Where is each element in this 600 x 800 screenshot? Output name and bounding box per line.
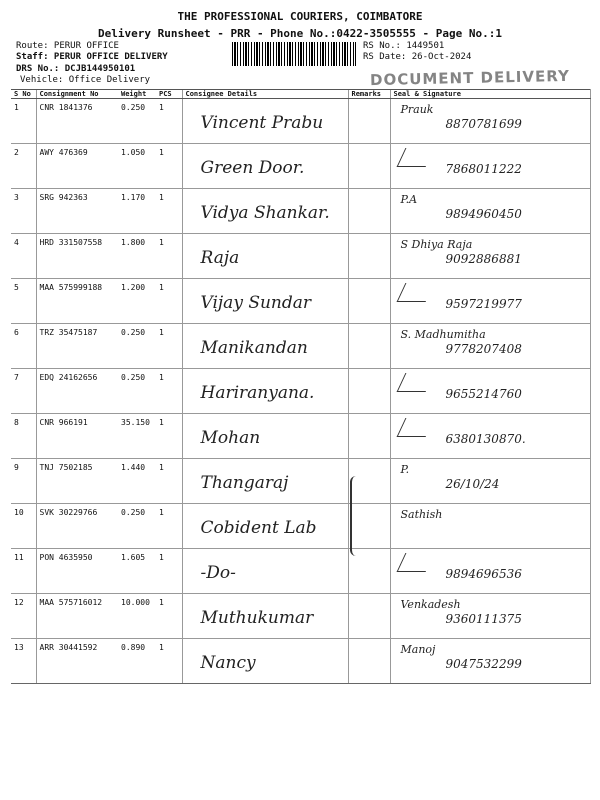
table-row	[11, 279, 590, 324]
consignment-no-cell: TRZ 35475187	[36, 324, 118, 369]
table-row	[11, 369, 590, 414]
signature-cell	[390, 324, 590, 369]
table-row	[11, 504, 590, 549]
sno-cell: 9	[11, 459, 36, 504]
consignment-no-cell: CNR 1841376	[36, 99, 118, 144]
pcs-cell: 1	[156, 234, 182, 279]
consignment-no-cell: PON 4635950	[36, 549, 118, 594]
sno-cell: 2	[11, 144, 36, 189]
consignee-handwriting: Thangaraj	[200, 473, 289, 493]
consignment-no-cell: SVK 30229766	[36, 504, 118, 549]
signature-scribble	[396, 373, 434, 392]
pcs-cell: 1	[156, 639, 182, 684]
signature-phone: 9894696536	[445, 567, 522, 581]
weight-cell: 1.050	[118, 144, 156, 189]
table-row	[11, 459, 590, 504]
remarks-cell	[348, 639, 390, 684]
remarks-cell	[348, 369, 390, 414]
weight-cell: 10.000	[118, 594, 156, 639]
sno-cell: 7	[11, 369, 36, 414]
pcs-cell: 1	[156, 549, 182, 594]
signature-phone: 6380130870.	[445, 432, 526, 446]
consignment-no-cell: HRD 331507558	[36, 234, 118, 279]
col-consignment-header: Consignment No	[36, 90, 118, 99]
signature-phone: 9092886881	[445, 252, 522, 266]
route-label: Route: PERUR OFFICE	[16, 41, 119, 51]
pcs-cell: 1	[156, 369, 182, 414]
sno-cell: 5	[11, 279, 36, 324]
signature-cell	[390, 189, 590, 234]
consignment-no-cell: SRG 942363	[36, 189, 118, 234]
pcs-cell: 1	[156, 144, 182, 189]
consignee-cell	[182, 504, 348, 549]
table-row	[11, 324, 590, 369]
signature-phone: 9047532299	[445, 657, 522, 671]
signature-scribble	[396, 418, 434, 437]
consignee-handwriting: Hariranyana.	[200, 383, 315, 403]
consignee-cell	[182, 369, 348, 414]
consignee-cell	[182, 234, 348, 279]
remarks-cell	[348, 99, 390, 144]
consignee-handwriting: Nancy	[200, 653, 256, 673]
sno-cell: 11	[11, 549, 36, 594]
col-weight-header: Weight	[118, 90, 156, 99]
pcs-cell: 1	[156, 99, 182, 144]
col-signature-header: Seal & Signature	[390, 90, 590, 99]
remarks-cell	[348, 234, 390, 279]
consignee-cell	[182, 144, 348, 189]
signature-name: P.	[400, 463, 410, 476]
consignee-handwriting: Manikandan	[200, 338, 308, 358]
signature-name: S Dhiya Raja	[400, 238, 473, 251]
table-row	[11, 234, 590, 279]
signature-name: S. Madhumitha	[400, 328, 486, 341]
signature-phone: 7868011222	[445, 162, 522, 176]
pcs-cell: 1	[156, 414, 182, 459]
signature-scribble	[396, 283, 434, 302]
pcs-cell: 1	[156, 504, 182, 549]
pcs-cell: 1	[156, 324, 182, 369]
weight-cell: 1.800	[118, 234, 156, 279]
sno-cell: 10	[11, 504, 36, 549]
remarks-cell	[348, 189, 390, 234]
vehicle-label: Vehicle: Office Delivery	[20, 75, 151, 85]
consignee-handwriting: Muthukumar	[200, 608, 314, 628]
consignee-handwriting: Vincent Prabu	[200, 113, 324, 133]
sno-cell: 6	[11, 324, 36, 369]
table-row	[11, 639, 590, 684]
weight-cell: 1.200	[118, 279, 156, 324]
table-row	[11, 414, 590, 459]
consignment-no-cell: EDQ 24162656	[36, 369, 118, 414]
signature-cell	[390, 414, 590, 459]
consignee-cell	[182, 639, 348, 684]
sno-cell: 8	[11, 414, 36, 459]
table-header-row	[11, 90, 590, 99]
table-row	[11, 594, 590, 639]
consignment-no-cell: TNJ 7502185	[36, 459, 118, 504]
signature-cell	[390, 144, 590, 189]
consignee-handwriting: -Do-	[200, 563, 236, 583]
remarks-cell	[348, 144, 390, 189]
signature-cell	[390, 99, 590, 144]
remarks-cell	[348, 414, 390, 459]
table-row	[11, 189, 590, 234]
consignment-no-cell: MAA 575999188	[36, 279, 118, 324]
table-row	[11, 99, 590, 144]
consignee-cell	[182, 594, 348, 639]
signature-phone: 9360111375	[445, 612, 522, 626]
signature-name: P.A	[400, 193, 418, 206]
drs-label: DRS No.: DCJB144950101	[16, 64, 136, 74]
pcs-cell: 1	[156, 459, 182, 504]
table-body	[11, 99, 590, 684]
signature-name: Manoj	[400, 643, 436, 656]
col-consignee-header: Consignee Details	[182, 90, 348, 99]
signature-scribble	[396, 148, 434, 167]
signature-cell	[390, 279, 590, 324]
remarks-cell	[348, 594, 390, 639]
consignee-handwriting: Green Door.	[200, 158, 305, 178]
rs-no-label: RS No.: 1449501	[363, 41, 445, 51]
rs-date-label: RS Date: 26-Oct-2024	[363, 52, 472, 62]
signature-phone: 8870781699	[445, 117, 522, 131]
handwritten-brace-mark	[350, 476, 362, 556]
signature-name: Sathish	[400, 508, 443, 521]
runsheet-title: Delivery Runsheet - PRR - Phone No.:0422-3505555 - Page No.:1	[98, 27, 502, 40]
signature-cell	[390, 639, 590, 684]
company-title: THE PROFESSIONAL COURIERS, COIMBATORE	[177, 10, 423, 23]
sno-cell: 12	[11, 594, 36, 639]
consignee-handwriting: Raja	[200, 248, 240, 268]
pcs-cell: 1	[156, 189, 182, 234]
runsheet-table	[11, 89, 591, 684]
signature-scribble	[396, 553, 434, 572]
consignee-cell	[182, 414, 348, 459]
signature-cell	[390, 504, 590, 549]
consignee-cell	[182, 99, 348, 144]
weight-cell: 35.150	[118, 414, 156, 459]
weight-cell: 1.170	[118, 189, 156, 234]
table-row	[11, 549, 590, 594]
consignment-no-cell: MAA 575716012	[36, 594, 118, 639]
signature-cell	[390, 549, 590, 594]
table-row	[11, 144, 590, 189]
consignee-cell	[182, 324, 348, 369]
consignee-cell	[182, 459, 348, 504]
consignee-handwriting: Mohan	[200, 428, 261, 448]
pcs-cell: 1	[156, 594, 182, 639]
consignee-handwriting: Vijay Sundar	[200, 293, 312, 313]
signature-cell	[390, 369, 590, 414]
sno-cell: 3	[11, 189, 36, 234]
col-pcs-header: PCS	[156, 90, 182, 99]
signature-cell	[390, 594, 590, 639]
consignee-cell	[182, 549, 348, 594]
consignment-no-cell: CNR 966191	[36, 414, 118, 459]
weight-cell: 0.250	[118, 99, 156, 144]
weight-cell: 1.605	[118, 549, 156, 594]
remarks-cell	[348, 279, 390, 324]
sno-cell: 13	[11, 639, 36, 684]
sno-cell: 4	[11, 234, 36, 279]
signature-name: Prauk	[400, 103, 434, 116]
consignment-no-cell: ARR 30441592	[36, 639, 118, 684]
document-delivery-stamp: DOCUMENT DELIVERY	[369, 66, 571, 90]
staff-label: Staff: PERUR OFFICE DELIVERY	[16, 52, 168, 62]
signature-phone: 26/10/24	[445, 477, 500, 491]
col-sno-header: S No	[11, 90, 36, 99]
signature-phone: 9655214760	[445, 387, 522, 401]
signature-phone: 9778207408	[445, 342, 522, 356]
sno-cell: 1	[11, 99, 36, 144]
weight-cell: 0.890	[118, 639, 156, 684]
signature-cell	[390, 234, 590, 279]
signature-phone: 9597219977	[445, 297, 522, 311]
barcode	[232, 42, 356, 66]
weight-cell: 0.250	[118, 369, 156, 414]
signature-phone: 9894960450	[445, 207, 522, 221]
weight-cell: 0.250	[118, 324, 156, 369]
signature-cell	[390, 459, 590, 504]
consignee-cell	[182, 189, 348, 234]
weight-cell: 0.250	[118, 504, 156, 549]
weight-cell: 1.440	[118, 459, 156, 504]
remarks-cell	[348, 324, 390, 369]
consignment-no-cell: AWY 476369	[36, 144, 118, 189]
consignee-handwriting: Vidya Shankar.	[200, 203, 330, 223]
pcs-cell: 1	[156, 279, 182, 324]
col-remarks-header: Remarks	[348, 90, 390, 99]
signature-name: Venkadesh	[400, 598, 461, 611]
consignee-handwriting: Cobident Lab	[200, 518, 317, 538]
consignee-cell	[182, 279, 348, 324]
